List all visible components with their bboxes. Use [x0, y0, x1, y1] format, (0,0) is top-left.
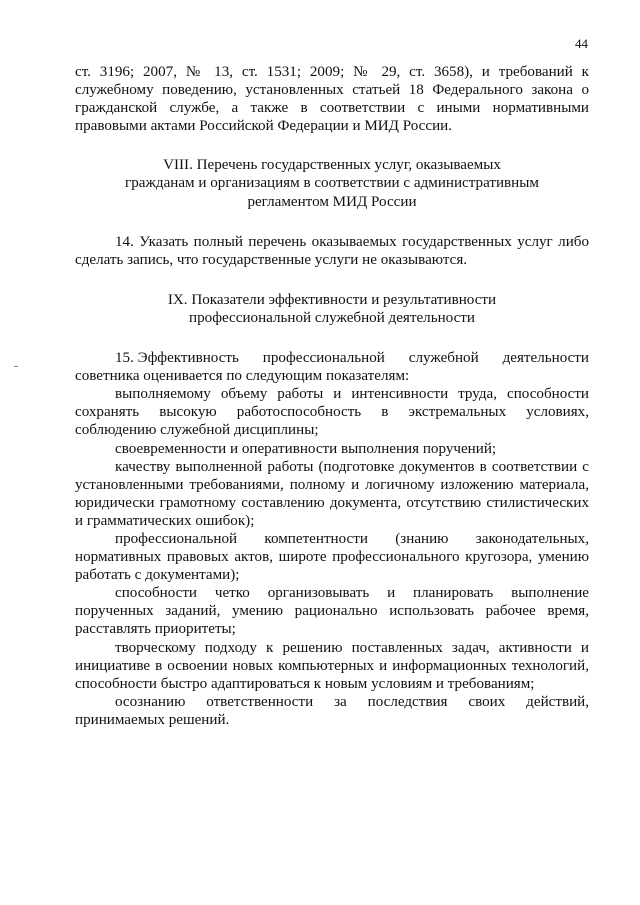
section-viii-heading	[75, 156, 589, 210]
criterion-item: осознанию ответственности за последствия своих действий, принимаемых решений.	[75, 693, 589, 728]
item-15-word: 15. Эффективность	[115, 350, 239, 367]
item-15-intro-rest: советника оценивается по следующим показателям:	[75, 368, 410, 385]
section-ix-heading-line: IX. Показатели эффективности и результативности	[167, 291, 497, 308]
section-viii-heading-line: регламентом МИД России	[247, 193, 417, 210]
criterion-item: способности четко организовывать и планировать выполнение порученных заданий, умению рационально использовать рабочее время, расставлять приоритеты;	[75, 585, 589, 638]
item-15-word: деятельности	[502, 350, 589, 367]
criterion-item: своевременности и оперативности выполнения поручений;	[115, 440, 497, 457]
criterion-item: профессиональной компетентности (знанию законодательных, нормативных правовых актов, широте профессионального кругозора, умению работать с документами);	[75, 530, 589, 584]
criterion-item: творческому подходу к решению поставленных задач, активности и инициативе в освоении новых компьютерных и информационных технологий, способности быстро адаптироваться к новым условиям и требованиям;	[75, 639, 589, 692]
section-viii-heading-line: гражданам и организациям в соответствии с административным	[125, 175, 539, 192]
criterion-item: качеству выполненной работы (подготовке документов в соответствии с установленными требованиями, полному и логичному изложению материала, юридически грамотному составлению документа, отсутствию стилистических и грамматических ошибок);	[75, 458, 589, 529]
margin-mark	[14, 366, 18, 367]
section-ix-heading	[75, 291, 589, 327]
criterion-item: выполняемому объему работы и интенсивности труда, способности сохранять высокую работоспособность в экстремальных условиях, соблюдению служебной дисциплины;	[75, 386, 589, 439]
item-14-paragraph: 14. Указать полный перечень оказываемых государственных услуг либо сделать запись, что государственные услуги не оказываются.	[75, 233, 589, 268]
document-body	[75, 63, 589, 729]
item-15-first-line	[75, 349, 589, 367]
section-viii-heading-line: VIII. Перечень государственных услуг, оказываемых	[163, 157, 501, 174]
item-15-word: профессиональной	[262, 350, 385, 367]
item-15-word: служебной	[408, 350, 479, 367]
section-ix-heading-line: профессиональной служебной деятельности	[189, 309, 475, 326]
page-number: 44	[575, 36, 588, 51]
intro-paragraph: ст. 3196; 2007, № 13, ст. 1531; 2009; № 29, ст. 3658), и требований к служебному поведению, установленных статьей 18 Федерального закона о гражданской службе, а также в соответствии с иными нормативными правовыми актами Российской Федерации и МИД России.	[75, 64, 589, 135]
